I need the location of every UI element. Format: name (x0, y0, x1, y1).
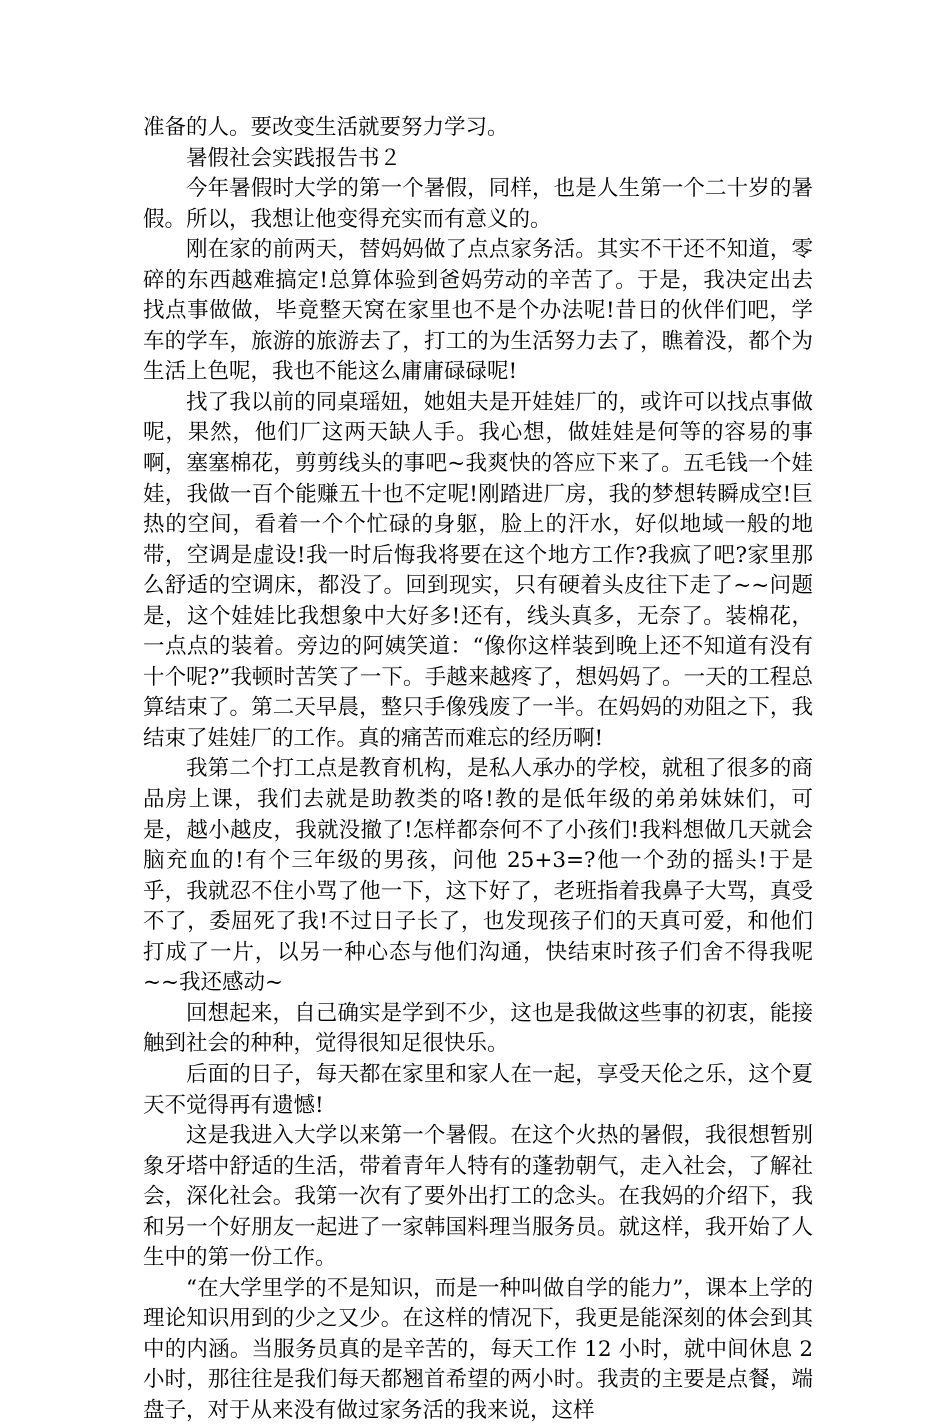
paragraph: 回想起来，自己确实是学到不少，这也是我做这些事的初衷，能接触到社会的种种，觉得很知足很快乐。 (143, 1000, 813, 1057)
paragraph: 刚在家的前两天，替妈妈做了点点家务活。其实不干还不知道，零碎的东西越难搞定!总算体验到爸妈劳动的辛苦了。于是，我决定出去找点事做做，毕竟整天窝在家里也不是个办法呢!昔日的伙伴们吧，学车的学车，旅游的旅游去了，打工的为生活努力去了，瞧着没，都个为生活上色呢，我也不能这么庸庸碌碌呢! (143, 237, 813, 385)
paragraph: 后面的日子，每天都在家里和家人在一起，享受天伦之乐，这个夏天不觉得再有遗憾! (143, 1061, 813, 1118)
paragraph: 今年暑假时大学的第一个暑假，同样，也是人生第一个二十岁的暑假。所以，我想让他变得充实而有意义的。 (143, 176, 813, 232)
document-page (143, 113, 813, 1427)
section-heading: 暑假社会实践报告书２ (186, 145, 402, 171)
paragraph: 这是我进入大学以来第一个暑假。在这个火热的暑假，我很想暂别象牙塔中舒适的生活，带着青年人特有的蓬勃朝气，走入社会，了解社会，深化社会。我第一次有了要外出打工的念头。在我妈的介绍下，我和另一个好朋友一起进了一家韩国料理当服务员。就这样，我开始了人生中的第一份工作。 (143, 1123, 813, 1271)
paragraph: 找了我以前的同桌瑶妞，她姐夫是开娃娃厂的，或许可以找点事做呢，果然，他们厂这两天缺人手。我心想，做娃娃是何等的容易的事啊，塞塞棉花，剪剪线头的事吧~我爽快的答应下来了。五毛钱一个娃娃，我做一百个能赚五十也不定呢!刚踏进厂房，我的梦想转瞬成空!巨热的空间，看着一个个忙碌的身躯，脸上的汗水，好似地域一般的地带，空调是虚设!我一时后悔我将要在这个地方工作?我疯了吧?家里那么舒适的空调床，都没了。回到现实，只有硬着头皮往下走了~~问题是，这个娃娃比我想象中大好多!还有，线头真多，无奈了。装棉花，一点点的装着。旁边的阿姨笑道：“像你这样装到晚上还不知道有没有十个呢?”我顿时苦笑了一下。手越来越疼了，想妈妈了。一天的工程总算结束了。第二天早晨，整只手像残废了一半。在妈妈的劝阻之下，我结束了娃娃厂的工作。真的痛苦而难忘的经历啊! (143, 389, 813, 751)
lead-text: 准备的人。要改变生活就要努力学习。 (143, 115, 509, 140)
paragraph: 我第二个打工点是教育机构，是私人承办的学校，就租了很多的商品房上课，我们去就是助教类的咯!教的是低年级的弟弟妹妹们，可是，越小越皮，我就没撤了!怎样都奈何不了小孩们!我料想做几天就会脑充血的!有个三年级的男孩，问他 25+3=?他一个劲的摇头!于是乎，我就忍不住小骂了他一下，这下好了，老班指着我鼻子大骂，真受不了，委屈死了我!不过日子长了，也发现孩子们的天真可爱，和他们打成了一片，以另一种心态与他们沟通，快结束时孩子们舍不得我呢~~我还感动~ (143, 756, 813, 996)
paragraph: “在大学里学的不是知识，而是一种叫做自学的能力”，课本上学的理论知识用到的少之又少。在这样的情况下，我更是能深刻的体会到其中的内涵。当服务员真的是辛苦的，每天工作 12 小时，就中间休息 2 小时，那往往是我们每天都翘首希望的两小时。我责的主要是点餐，端盘子，对于从来没有做过家务活的我来说，这样 (143, 1275, 813, 1423)
